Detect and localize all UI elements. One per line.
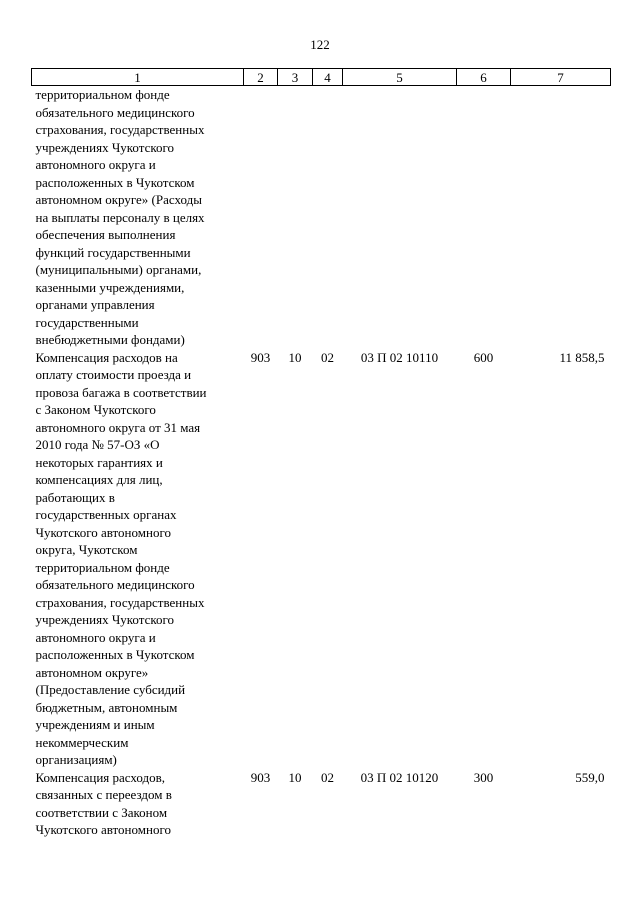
target-article-code xyxy=(343,86,457,349)
description-line: (муниципальными) органами, xyxy=(35,262,202,277)
description-line: страхования, государственных xyxy=(35,594,205,610)
description-line: обеспечения выполнения xyxy=(35,227,176,242)
target-article-code: 03 П 02 10110 xyxy=(360,349,439,365)
table-row xyxy=(32,769,611,839)
column-header-4: 4 xyxy=(313,69,343,86)
description-line: страхования, государственных xyxy=(35,122,205,137)
description-line: территориальном фонде xyxy=(35,559,170,575)
target-article-code: 03 П 02 10120 xyxy=(360,769,439,785)
description-line: расположенных в Чукотском xyxy=(35,647,195,662)
table-header-row xyxy=(32,69,611,86)
description-line: учреждениям и иным xyxy=(35,717,155,732)
description-line: некоторых гарантиях и xyxy=(35,454,163,470)
section-code xyxy=(278,86,313,349)
ministry-code xyxy=(244,86,278,349)
description-line: провоза багажа в соответствии xyxy=(35,384,207,400)
description-line: функций государственными xyxy=(35,244,191,260)
column-header-6: 6 xyxy=(457,69,511,86)
description-line: обязательного медицинского xyxy=(35,104,195,120)
description-line: Чукотского автономного xyxy=(35,524,171,540)
description-line: органами управления xyxy=(35,297,155,312)
column-header-2: 2 xyxy=(244,69,278,86)
subsection-code: 02 xyxy=(321,349,334,365)
column-header-5: 5 xyxy=(343,69,457,86)
column-header-1: 1 xyxy=(32,69,244,86)
description-line: бюджетным, автономным xyxy=(35,699,178,715)
section-code: 10 xyxy=(288,349,302,365)
description-line: работающих в xyxy=(35,489,115,505)
page-number: 122 xyxy=(310,37,330,52)
description-line: автономном округе» (Расходы xyxy=(35,192,202,207)
description-line: на выплаты персоналу в целях xyxy=(35,209,205,225)
table-row xyxy=(32,86,611,349)
subsection-code: 02 xyxy=(321,769,334,785)
description-line: автономного округа и xyxy=(35,157,156,172)
subsection-code xyxy=(313,86,343,349)
ministry-code: 903 xyxy=(250,349,271,365)
description-line: округа, Чукотском xyxy=(35,542,138,557)
section-code: 10 xyxy=(288,769,302,785)
description-line: учреждениях Чукотского xyxy=(35,612,175,627)
description-line: расположенных в Чукотском xyxy=(35,174,195,190)
description-line: Компенсация расходов, xyxy=(35,769,166,785)
amount-value: 11 858,5 xyxy=(559,349,605,365)
expense-type-code: 300 xyxy=(473,769,494,785)
description-line: Чукотского автономного xyxy=(35,822,171,837)
column-header-3: 3 xyxy=(278,69,313,86)
expense-type-code: 600 xyxy=(473,349,494,365)
column-header-7: 7 xyxy=(511,69,611,86)
description-line: (Предоставление субсидий xyxy=(35,682,186,697)
description-line: некоммерческим xyxy=(35,734,129,750)
table-row xyxy=(32,349,611,769)
description-line: организациям) xyxy=(35,752,117,767)
table-body xyxy=(32,86,611,839)
description-line: учреждениях Чукотского xyxy=(35,139,175,155)
description-line: автономного округа и xyxy=(35,629,156,645)
description-line: государственных органах xyxy=(35,507,177,522)
description-line: связанных с переездом в xyxy=(35,787,172,802)
description-line: обязательного медицинского xyxy=(35,577,195,592)
amount-value xyxy=(511,86,611,349)
description-line: государственными xyxy=(35,314,139,330)
row-description xyxy=(32,769,244,839)
ministry-code: 903 xyxy=(250,769,271,785)
row-description xyxy=(32,349,244,769)
description-line: с Законом Чукотского xyxy=(35,402,156,417)
description-line: 2010 года № 57-ОЗ «О xyxy=(35,437,160,452)
description-line: территориальном фонде xyxy=(35,87,170,102)
description-line: автономном округе» xyxy=(35,664,149,680)
description-line: оплату стоимости проезда и xyxy=(35,367,192,382)
amount-value: 559,0 xyxy=(575,769,605,785)
description-line: внебюджетными фондами) xyxy=(35,332,185,347)
budget-table xyxy=(31,68,611,839)
description-line: казенными учреждениями, xyxy=(35,279,185,295)
expense-type-code xyxy=(457,86,511,349)
description-line: соответствии с Законом xyxy=(35,804,168,820)
description-line: Компенсация расходов на xyxy=(35,349,178,365)
description-line: компенсациях для лиц, xyxy=(35,472,163,487)
description-line: автономного округа от 31 мая xyxy=(35,419,201,435)
row-description xyxy=(32,86,244,349)
